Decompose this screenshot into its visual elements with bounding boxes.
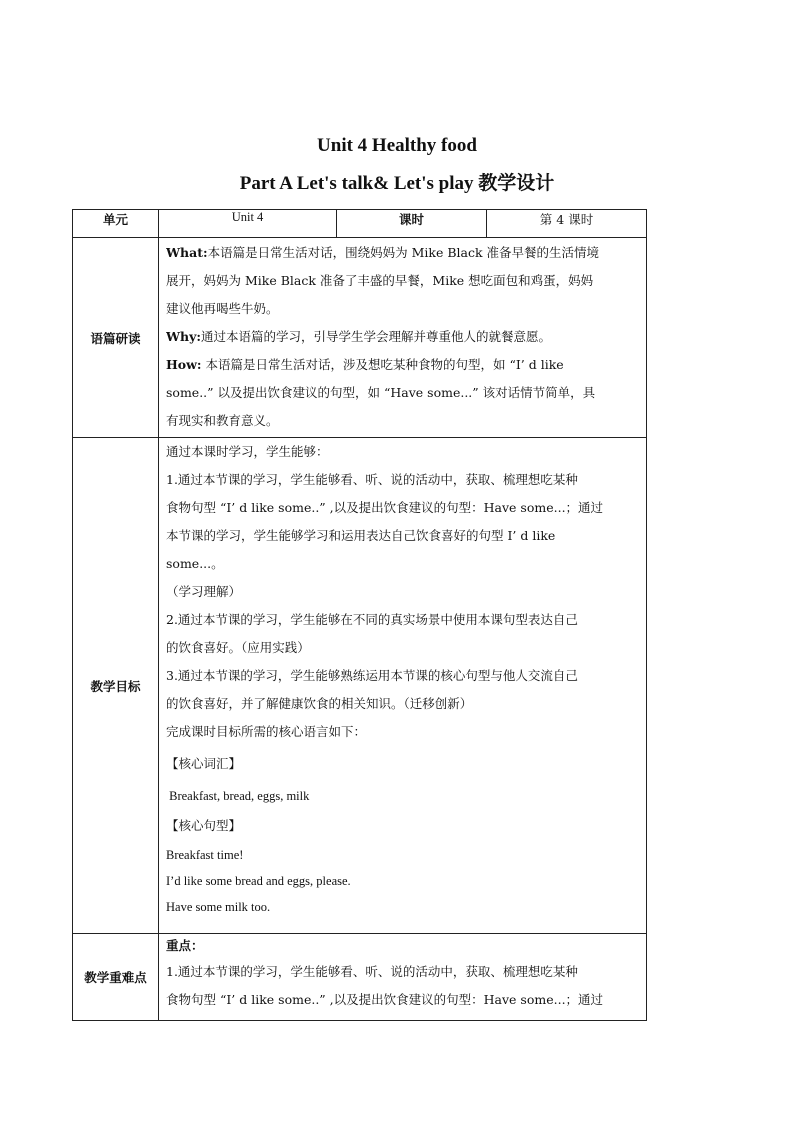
why-line: 通过本语篇的学习，引导学生学会理解并尊重他人的就餐意愿。 [201,329,552,344]
how-line: 有现实和教育意义。 [166,413,279,428]
objective-tag: （学习理解） [166,584,242,599]
unit-label: 单元 [73,210,159,238]
lesson-label: 课时 [337,210,487,238]
key-point-line: 食物句型 “I’ d like some..” ,以及提出饮食建议的句型：Have some...；通过 [166,992,604,1007]
core-language-intro: 完成课时目标所需的核心语言如下： [166,724,367,739]
objective-line: 的饮食喜好。（应用实践） [166,640,310,655]
lesson-plan-table [72,209,647,1021]
core-sentence: Have some milk too. [166,900,271,914]
text-analysis-row [73,238,647,438]
how-line: 本语篇是日常生活对话，涉及想吃某种食物的句型，如 “I’ d like [201,357,564,372]
objective-line: 食物句型 “I’ d like some..” ,以及提出饮食建议的句型：Have some...；通过 [166,500,604,515]
how-label: How: [166,357,202,372]
objective-line: 2.通过本节课的学习，学生能够在不同的真实场景中使用本课句型表达自己 [166,612,578,627]
what-label: What: [166,245,208,260]
objectives-content [159,438,647,934]
header-row [73,210,647,238]
what-line: 展开，妈妈为 Mike Black 准备了丰盛的早餐，Mike 想吃面包和鸡蛋，妈妈 [166,273,594,288]
objective-line: some...。 [166,556,224,571]
how-line: some..” 以及提出饮食建议的句型，如 “Have some...” 该对话情节简单，具 [166,385,596,400]
what-line: 本语篇是日常生活对话，围绕妈妈为 Mike Black 准备早餐的生活情境 [207,245,600,260]
vocab-list: Breakfast, bread, eggs, milk [166,789,310,803]
key-points-content [159,934,647,1021]
objective-line: 1.通过本节课的学习，学生能够看、听、说的活动中，获取、梳理想吃某种 [166,472,578,487]
why-label: Why: [166,329,202,344]
core-sentence: I’d like some bread and eggs, please. [166,874,351,888]
key-points-label: 教学重难点 [73,934,159,1021]
objectives-row [73,438,647,934]
objectives-label: 教学目标 [73,438,159,934]
key-point-line: 1.通过本节课的学习，学生能够看、听、说的活动中，获取、梳理想吃某种 [166,964,578,979]
core-sentence: Breakfast time! [166,848,244,862]
sentence-label: 【核心句型】 [166,818,242,833]
page-title: Unit 4 Healthy food [317,135,477,156]
objective-line: 3.通过本节课的学习，学生能够熟练运用本节课的核心句型与他人交流自己 [166,668,578,683]
text-analysis-label: 语篇研读 [73,238,159,438]
what-line: 建议他再喝些牛奶。 [166,301,279,316]
vocab-label: 【核心词汇】 [166,756,242,771]
page-subtitle: Part A Let's talk& Let's play 教学设计 [239,173,555,194]
key-points-heading: 重点： [166,938,204,953]
objective-line: 的饮食喜好，并了解健康饮食的相关知识。（迁移创新） [166,696,473,711]
text-analysis-content [159,238,647,438]
lesson-value: 第 4 课时 [487,210,647,238]
key-points-row [73,934,647,1021]
unit-value: Unit 4 [159,210,337,238]
objectives-intro: 通过本课时学习，学生能够： [166,444,329,459]
objective-line: 本节课的学习，学生能够学习和运用表达自己饮食喜好的句型 I’ d like [166,528,556,543]
